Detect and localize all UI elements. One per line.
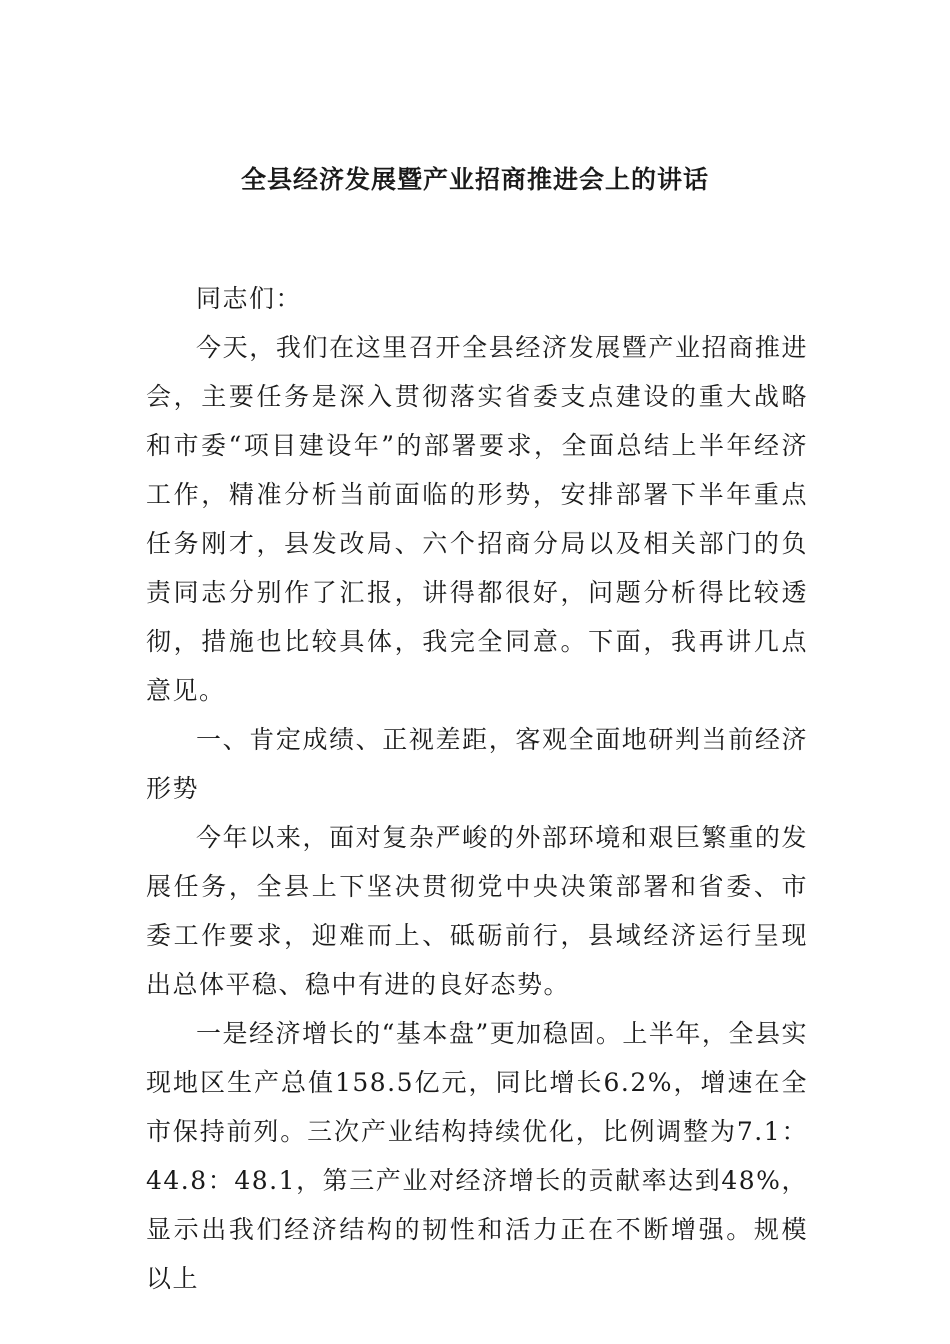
document-body — [146, 274, 808, 1303]
paragraph-opening: 今天，我们在这里召开全县经济发展暨产业招商推进会，主要任务是深入贯彻落实省委支点建设的重大战略和市委“项目建设年”的部署要求，全面总结上半年经济工作，精准分析当前面临的形势，安排部署下半年重点任务刚才，县发改局、六个招商分局以及相关部门的负责同志分别作了汇报，讲得都很好，问题分析得比较透彻，措施也比较具体，我完全同意。下面，我再讲几点意见。 — [146, 333, 808, 705]
paragraph-overview: 今年以来，面对复杂严峻的外部环境和艰巨繁重的发展任务，全县上下坚决贯彻党中央决策部署和省委、市委工作要求，迎难而上、砥砺前行，县域经济运行呈现出总体平稳、稳中有进的良好态势。 — [146, 823, 808, 999]
section-heading-1: 一、肯定成绩、正视差距，客观全面地研判当前经济形势 — [146, 725, 808, 803]
document-title: 全县经济发展暨产业招商推进会上的讲话 — [240, 165, 709, 194]
salutation: 同志们： — [196, 284, 303, 313]
paragraph-economy-growth: 一是经济增长的“基本盘”更加稳固。上半年，全县实现地区生产总值158.5亿元，同比增长6.2%，增速在全市保持前列。三次产业结构持续优化，比例调整为7.1：44.8：48.1，第三产业对经济增长的贡献率达到48%，显示出我们经济结构的韧性和活力正在不断增强。规模以上 — [146, 1019, 808, 1293]
